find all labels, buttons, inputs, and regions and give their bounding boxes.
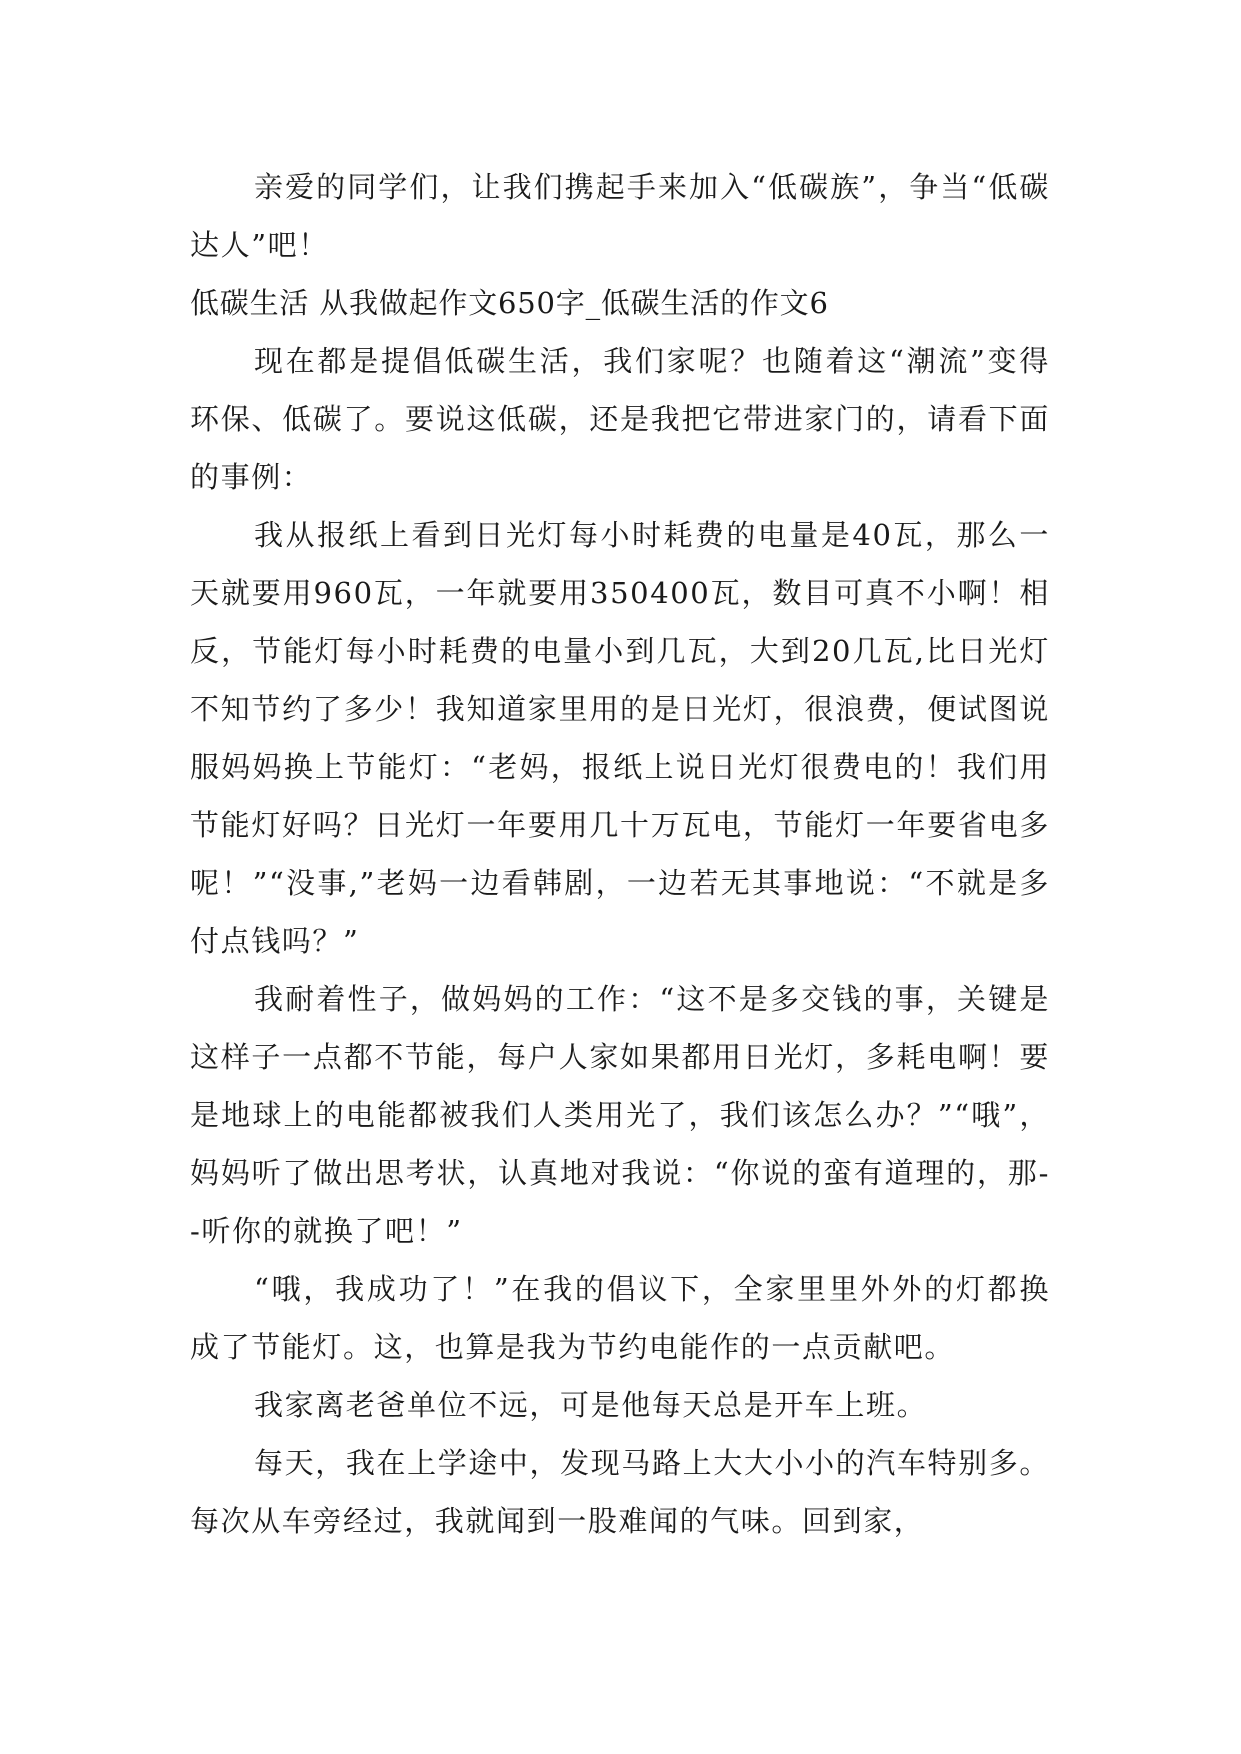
paragraph-2: 我从报纸上看到日光灯每小时耗费的电量是40瓦，那么一天就要用960瓦，一年就要用350400瓦，数目可真不小啊！相反，节能灯每小时耗费的电量小到几瓦，大到20几瓦,比日光灯不知节约了多少！我知道家里用的是日光灯，很浪费，便试图说服妈妈换上节能灯：“老妈，报纸上说日光灯很费电的！我们用节能灯好吗？日光灯一年要用几十万瓦电，节能灯一年要省电多呢！”“没事,”老妈一边看韩剧，一边若无其事地说：“不就是多付点钱吗？” bbox=[190, 518, 1050, 958]
paragraph-6: 每天，我在上学途中，发现马路上大大小小的汽车特别多。每次从车旁经过，我就闻到一股难闻的气味。回到家， bbox=[190, 1446, 1050, 1538]
paragraph-4: “哦，我成功了！”在我的倡议下，全家里里外外的灯都换成了节能灯。这，也算是我为节约电能作的一点贡献吧。 bbox=[190, 1272, 1050, 1364]
section-title: 低碳生活 从我做起作文650字_低碳生活的作文6 bbox=[190, 286, 829, 320]
document-body bbox=[190, 158, 1050, 1550]
paragraph-closing: 亲爱的同学们，让我们携起手来加入“低碳族”，争当“低碳达人”吧！ bbox=[190, 170, 1050, 262]
paragraph-1: 现在都是提倡低碳生活，我们家呢？也随着这“潮流”变得环保、低碳了。要说这低碳，还是我把它带进家门的，请看下面的事例： bbox=[190, 344, 1050, 494]
paragraph-3: 我耐着性子，做妈妈的工作：“这不是多交钱的事，关键是这样子一点都不节能，每户人家如果都用日光灯，多耗电啊！要是地球上的电能都被我们人类用光了，我们该怎么办？”“哦”，妈妈听了做出思考状，认真地对我说：“你说的蛮有道理的，那--听你的就换了吧！” bbox=[190, 982, 1050, 1248]
paragraph-5: 我家离老爸单位不远，可是他每天总是开车上班。 bbox=[254, 1388, 928, 1422]
